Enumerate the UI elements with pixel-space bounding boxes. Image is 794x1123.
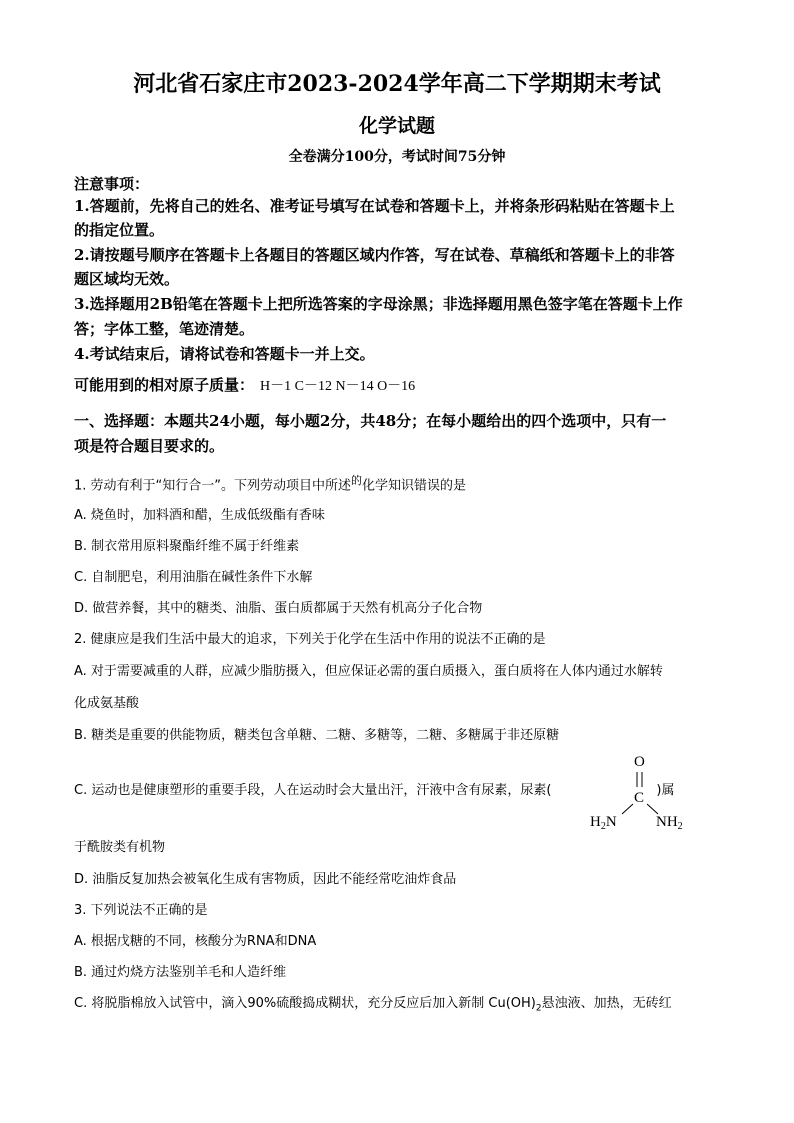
question-3-formula: Cu(OH): [488, 996, 536, 1011]
question-3-option-b: B. 通过灼烧方法鉴别羊毛和人造纤维: [74, 965, 287, 980]
question-2-option-a-cont: 化成氨基酸: [74, 696, 140, 711]
section-heading-cont: 项是符合题目要求的。: [74, 437, 225, 455]
notice-line: 1.答题前，先将自己的姓名、准考证号填写在试卷和答题卡上，并将条形码粘贴在答题卡上: [74, 197, 675, 215]
question-1-option-c: C. 自制肥皂，利用油脂在碱性条件下水解: [74, 570, 313, 585]
question-3-option-c-text: C. 将脱脂棉放入试管中，滴入90%硫酸捣成糊状，充分反应后加入新制: [74, 996, 485, 1011]
question-1-stem-text: 1. 劳动有利于“知行合一”。下列劳动项目中所述: [74, 478, 352, 494]
question-2-option-c-cont: 于酰胺类有机物: [74, 840, 166, 855]
question-1-stem-text-end: 化学知识错误的是: [362, 478, 467, 494]
urea-left-n: N: [605, 814, 617, 830]
notice-line: 2.请按题号顺序在答题卡上各题目的答题区域内作答，写在试卷、草稿纸和答题卡上的非答: [74, 246, 675, 264]
exam-subject: 化学试题: [358, 115, 435, 137]
exam-title: 河北省石家庄市2023-2024学年高二下学期期末考试: [133, 71, 661, 97]
notice-line: 3.选择题用2B铅笔在答题卡上把所选答案的字母涂黑；非选择题用黑色签字笔在答题卡上作: [74, 295, 683, 313]
question-1-option-b: B. 制衣常用原料聚酯纤维不属于纤维素: [74, 539, 300, 554]
notice-line: 4.考试结束后，请将试卷和答题卡一并上交。: [74, 345, 375, 363]
question-3-formula-sub: 2: [535, 1003, 542, 1014]
question-3-option-c-text-end: 悬浊液、加热，无砖红: [541, 996, 672, 1011]
urea-right-sub: 2: [677, 821, 683, 830]
question-2-option-c-text-end: )属: [656, 783, 675, 798]
notice-line: 题区域均无效。: [74, 270, 180, 288]
question-2-option-d: D. 油脂反复加热会被氧化生成有害物质，因此不能经常吃油炸食品: [74, 872, 457, 887]
urea-left-h: H: [590, 814, 601, 830]
atomic-mass-values: H－1 C－12 N－14 O－16: [260, 379, 416, 394]
question-1-superscript: 的: [351, 474, 363, 487]
urea-bond-left: [622, 804, 633, 814]
notice-line: 的指定位置。: [74, 221, 165, 239]
question-1-stem: [74, 471, 722, 496]
section-heading: 一、选择题：本题共24小题，每小题2分，共48分；在每小题给出的四个选项中，只有一: [74, 412, 667, 430]
urea-structural-formula: [588, 752, 692, 830]
notice-heading: 注意事项：: [74, 175, 150, 193]
question-2-stem: 2. 健康应是我们生活中最大的追求，下列关于化学在生活中作用的说法不正确的是: [74, 632, 546, 647]
urea-right-amine: [656, 814, 683, 830]
urea-carbon-atom: C: [634, 790, 645, 806]
notice-line: 答；字体工整，笔迹清楚。: [74, 320, 255, 338]
urea-left-amine: [590, 814, 617, 830]
question-2-option-b: B. 糖类是重要的供能物质，糖类包含单糖、二糖、多糖等，二糖、多糖属于非还原糖: [74, 728, 560, 743]
question-2-option-a: A. 对于需要减重的人群，应减少脂肪摄入，但应保证必需的蛋白质摄入，蛋白质将在人体内通过水解转: [74, 664, 663, 679]
question-3-option-c: [74, 994, 722, 1019]
atomic-mass-line: [74, 374, 722, 398]
question-1-option-d: D. 做营养餐，其中的糖类、油脂、蛋白质都属于天然有机高分子化合物: [74, 601, 483, 616]
question-2-option-c-text: C. 运动也是健康塑形的重要手段，人在运动时会大量出汗，汗液中含有尿素，尿素(: [74, 783, 552, 798]
urea-oxygen-atom: O: [634, 754, 645, 770]
exam-meta: 全卷满分100分，考试时间75分钟: [288, 149, 506, 165]
atomic-mass-label: 可能用到的相对原子质量：: [74, 376, 255, 394]
question-1-option-a: A. 烧鱼时，加料酒和醋，生成低级酯有香味: [74, 508, 325, 523]
urea-left-sub: 2: [600, 821, 606, 830]
question-3-stem: 3. 下列说法不正确的是: [74, 903, 208, 918]
urea-right-nh: NH: [656, 814, 678, 830]
urea-bond-right: [647, 804, 658, 814]
question-3-option-a: A. 根据戊糖的不同，核酸分为RNA和DNA: [74, 934, 317, 949]
